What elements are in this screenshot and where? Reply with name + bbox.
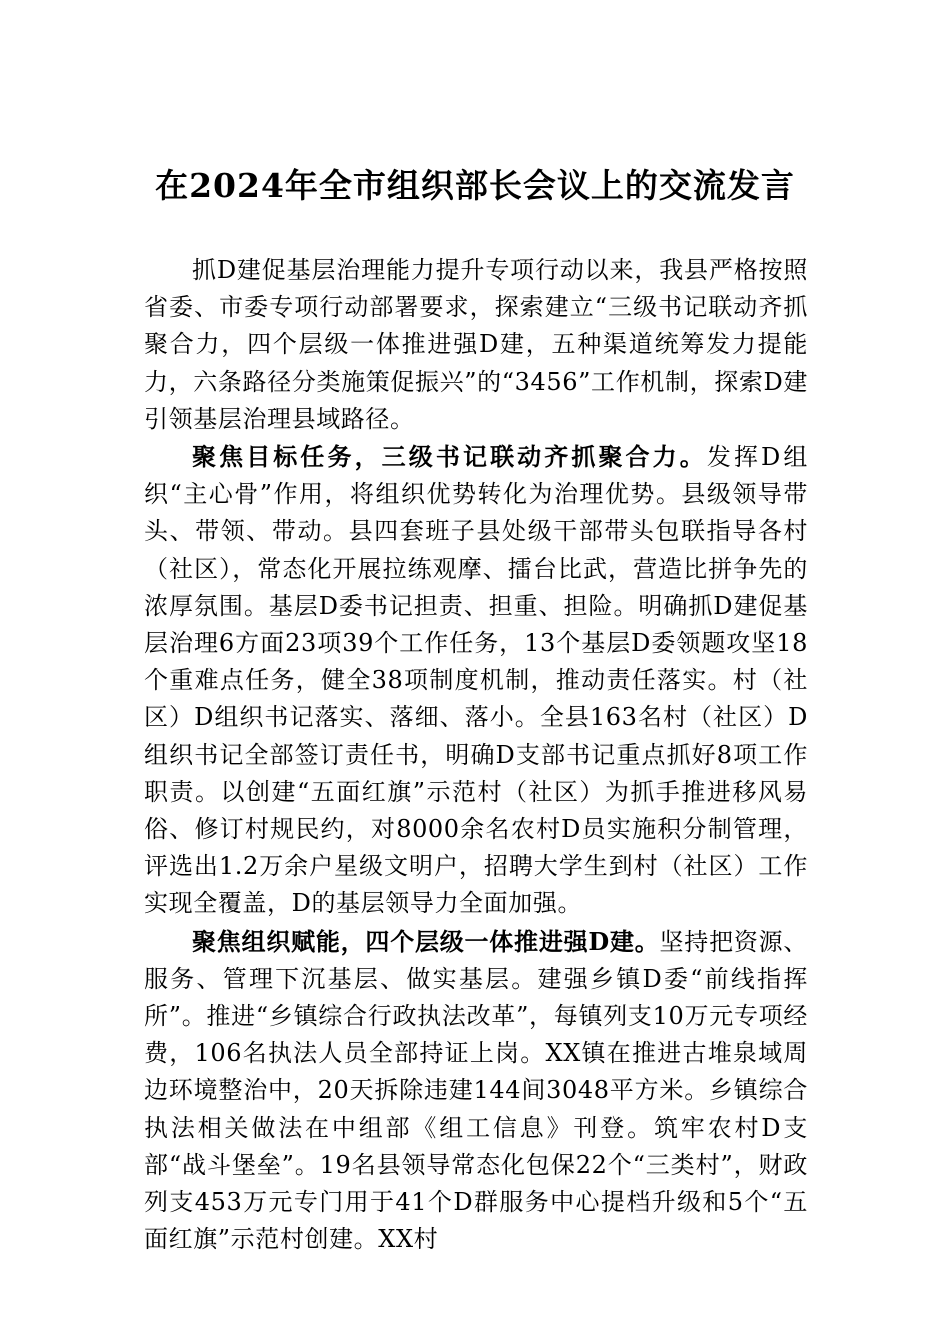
paragraph-target-tasks-text: 发挥D组织“主心骨”作用，将组织优势转化为治理优势。县级领导带头、带领、带动。县四套班子县处级干部带头包联指导各村（社区），常态化开展拉练观摩、擂台比武，营造比拼争先的浓厚氛围。基层D委书记担责、担重、担险。明确抓D建促基层治理6方面23项39个工作任务，13个基层D委领题攻坚18个重难点任务，健全38项制度机制，推动责任落实。村（社区）D组织书记落实、落细、落小。全县163名村（社区）D组织书记全部签订责任书，明确D支部书记重点抓好8项工作职责。以创建“五面红旗”示范村（社区）为抓手推进移风易俗、修订村规民约，对8000余名农村D员实施积分制管理，评选出1.2万余户星级文明户，招聘大学生到村（社区）工作实现全覆盖，D的基层领导力全面加强。 bbox=[144, 443, 808, 918]
paragraph-target-tasks bbox=[144, 438, 808, 923]
paragraph-intro-text: 抓D建促基层治理能力提升专项行动以来，我县严格按照省委、市委专项行动部署要求，探索建立“三级书记联动齐抓聚合力，四个层级一体推进强D建，五种渠道统筹发力提能力，六条路径分类施策促振兴”的“3456”工作机制，探索D建引领基层治理县域路径。 bbox=[144, 256, 808, 433]
paragraph-organization-empowerment-text: 坚持把资源、服务、管理下沉基层、做实基层。建强乡镇D委“前线指挥所”。推进“乡镇综合行政执法改革”，每镇列支10万元专项经费，106名执法人员全部持证上岗。XX镇在推进古堆泉域周边环境整治中，20天拆除违建144间3048平方米。乡镇综合执法相关做法在中组部《组工信息》刊登。筑牢农村D支部“战斗堡垒”。19名县领导常态化包保22个“三类村”，财政列支453万元专门用于41个D群服务中心提档升级和5个“五面红旗”示范村创建。XX村 bbox=[144, 927, 808, 1254]
paragraph-intro bbox=[144, 252, 808, 438]
paragraph-organization-empowerment-heading: 聚焦组织赋能，四个层级一体推进强D建。 bbox=[192, 926, 660, 956]
document-body bbox=[144, 252, 808, 1258]
paragraph-organization-empowerment bbox=[144, 923, 808, 1259]
document-title: 在2024年全市组织部长会议上的交流发言 bbox=[155, 166, 795, 205]
paragraph-target-tasks-heading: 聚焦目标任务，三级书记联动齐抓聚合力。 bbox=[192, 442, 707, 472]
